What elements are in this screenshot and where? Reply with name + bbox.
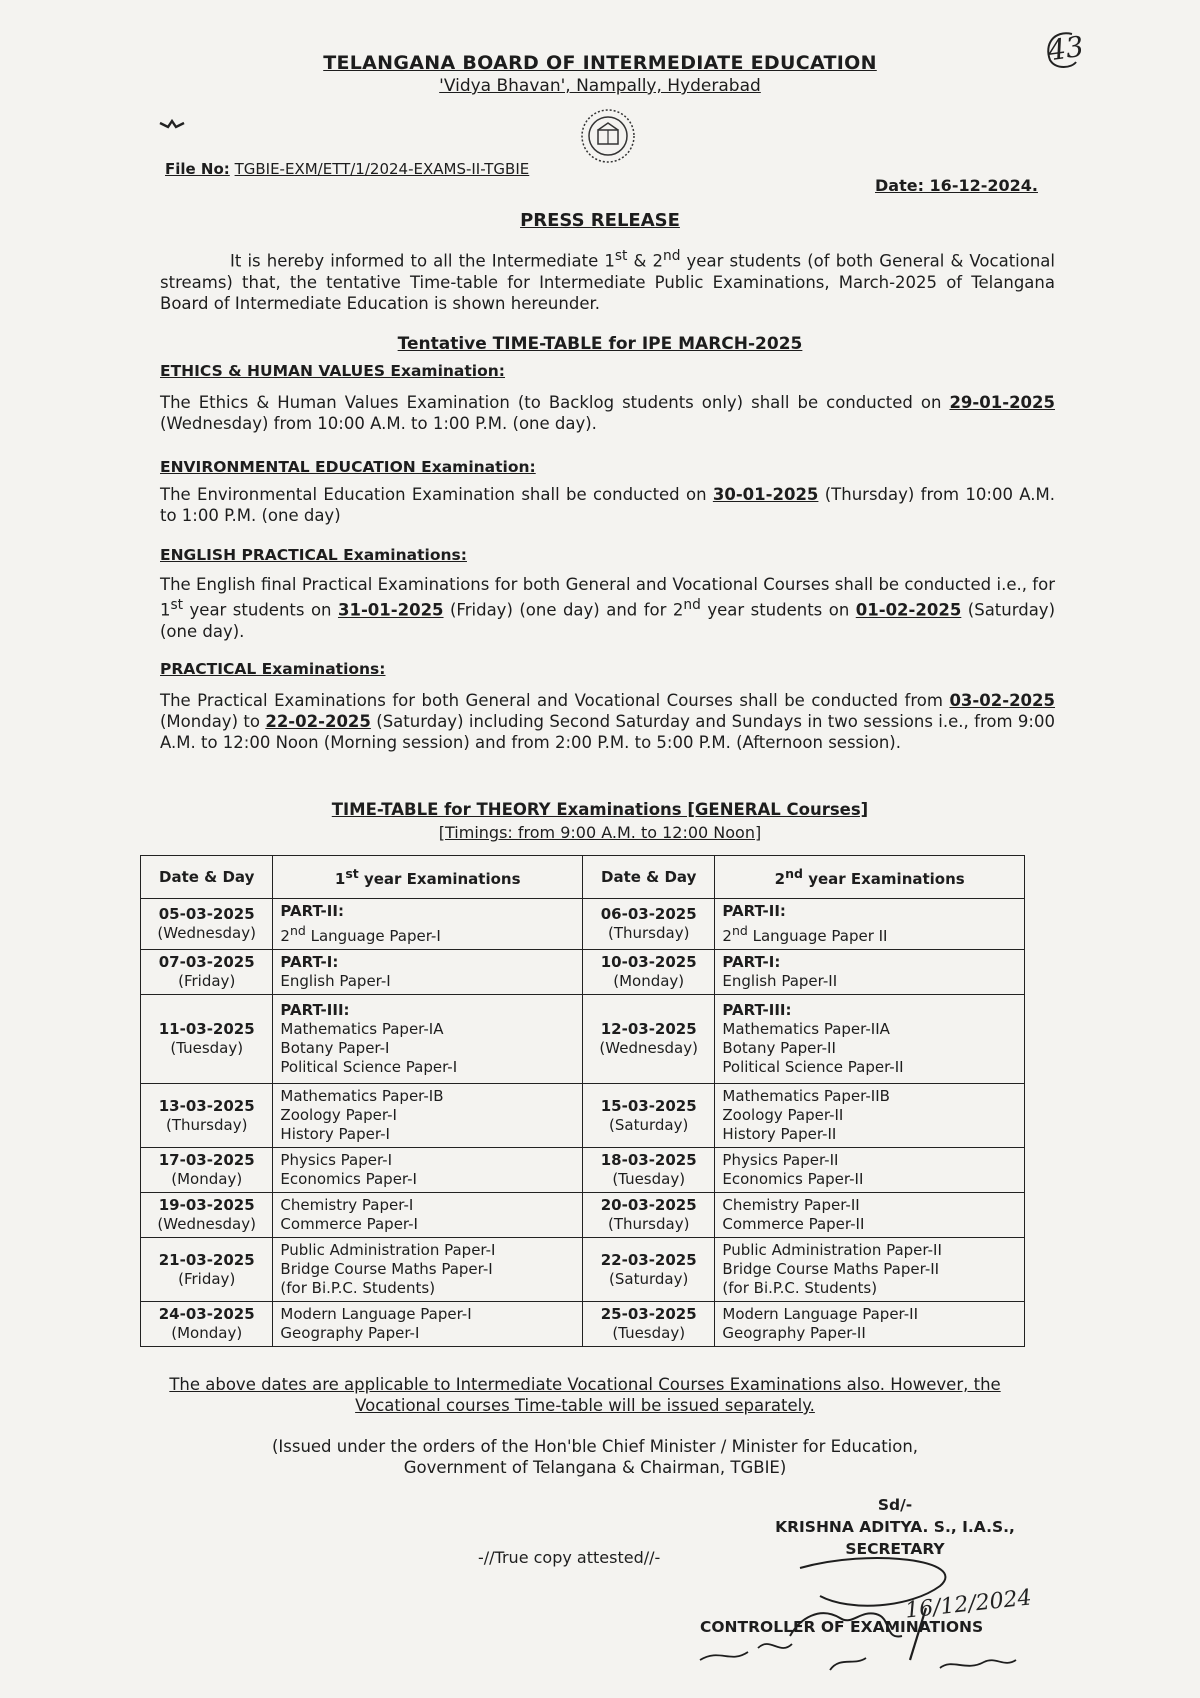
handwritten-date: 16/12/2024 <box>904 1585 1033 1624</box>
press-release-heading: PRESS RELEASE <box>520 210 680 231</box>
date-cell: 19-03-2025 (Wednesday) <box>141 1193 273 1238</box>
table-header-row <box>141 856 1025 899</box>
exam-cell: Mathematics Paper-IIB Zoology Paper-II History Paper-II <box>715 1084 1025 1148</box>
signature-sd: Sd/- <box>877 1496 913 1514</box>
date-cell: 07-03-2025 (Friday) <box>141 950 273 995</box>
table-row <box>141 1238 1025 1302</box>
file-number <box>165 160 529 178</box>
table-row <box>141 1084 1025 1148</box>
date-cell: 22-03-2025 (Saturday) <box>582 1238 714 1302</box>
environmental-heading: ENVIRONMENTAL EDUCATION Examination: <box>160 458 536 476</box>
col-date-day-2: Date & Day <box>582 856 714 899</box>
signatory-name: KRISHNA ADITYA. S., I.A.S., <box>775 1518 1015 1536</box>
ethics-heading: ETHICS & HUMAN VALUES Examination: <box>160 362 505 380</box>
date-cell: 25-03-2025 (Tuesday) <box>582 1302 714 1347</box>
signatory-title: SECRETARY <box>845 1540 945 1558</box>
exam-cell: PART-I: English Paper-II <box>715 950 1025 995</box>
date-cell: 10-03-2025 (Monday) <box>582 950 714 995</box>
theory-timetable <box>140 855 1025 1347</box>
timetable-heading: Tentative TIME-TABLE for IPE MARCH-2025 <box>397 334 803 354</box>
exam-cell: Mathematics Paper-IB Zoology Paper-I History Paper-I <box>273 1084 583 1148</box>
exam-cell: Physics Paper-II Economics Paper-II <box>715 1148 1025 1193</box>
controller-of-examinations: CONTROLLER OF EXAMINATIONS <box>700 1618 984 1636</box>
environmental-paragraph: The Environmental Education Examination shall be conducted on 30-01-2025 (Thursday) from 10:00 A.M. to 1:00 P.M. (one day) <box>160 485 1055 525</box>
exam-cell: Chemistry Paper-II Commerce Paper-II <box>715 1193 1025 1238</box>
exam-cell: PART-I: English Paper-I <box>273 950 583 995</box>
margin-mark-icon <box>158 115 188 135</box>
release-date: Date: 16-12-2024. <box>875 176 1038 195</box>
date-cell: 17-03-2025 (Monday) <box>141 1148 273 1193</box>
ethics-paragraph: The Ethics & Human Values Examination (to Backlog students only) shall be conducted on 29-01-2025 (Wednesday) from 10:00 A.M. to 1:00 P.M. (one day). <box>160 393 1055 433</box>
board-seal-icon <box>580 108 636 164</box>
col-date-day-1: Date & Day <box>141 856 273 899</box>
board-title: TELANGANA BOARD OF INTERMEDIATE EDUCATION <box>323 52 877 74</box>
file-number-value: TGBIE-EXM/ETT/1/2024-EXAMS-II-TGBIE <box>234 160 530 178</box>
practical-heading: PRACTICAL Examinations: <box>160 660 386 678</box>
exam-cell: Chemistry Paper-I Commerce Paper-I <box>273 1193 583 1238</box>
exam-cell: PART-II: 2nd Language Paper-I <box>273 899 583 950</box>
exam-cell: Public Administration Paper-I Bridge Course Maths Paper-I (for Bi.P.C. Students) <box>273 1238 583 1302</box>
table-row <box>141 995 1025 1084</box>
col-second-year: 2nd year Examinations <box>715 856 1025 899</box>
table-row <box>141 1302 1025 1347</box>
table-row <box>141 1148 1025 1193</box>
exam-cell: PART-III: Mathematics Paper-IIA Botany Paper-II Political Science Paper-II <box>715 995 1025 1084</box>
col-first-year: 1st year Examinations <box>273 856 583 899</box>
exam-cell: Modern Language Paper-II Geography Paper-II <box>715 1302 1025 1347</box>
date-cell: 18-03-2025 (Tuesday) <box>582 1148 714 1193</box>
vocational-note: The above dates are applicable to Intermediate Vocational Courses Examinations also. However, the Vocational courses Time-table will be issued separately. <box>169 1375 1001 1415</box>
date-cell: 05-03-2025 (Wednesday) <box>141 899 273 950</box>
english-practical-paragraph: The English final Practical Examinations for both General and Vocational Courses shall be conducted i.e., for 1st year students on 31-01-2025 (Friday) (one day) and for 2nd year students on 01-02-2025 (Saturday) (one day). <box>160 575 1056 641</box>
board-address: 'Vidya Bhavan', Nampally, Hyderabad <box>439 76 761 96</box>
exam-cell: PART-II: 2nd Language Paper II <box>715 899 1025 950</box>
true-copy-attested: -//True copy attested//- <box>478 1548 661 1567</box>
date-cell: 20-03-2025 (Thursday) <box>582 1193 714 1238</box>
practical-paragraph: The Practical Examinations for both General and Vocational Courses shall be conducted from 03-02-2025 (Monday) to 22-02-2025 (Saturday) including Second Saturday and Sundays in two sessions i.e., from 9:00 A.M. to 12:00 Noon (Morning session) and from 2:00 P.M. to 5:00 P.M. (Afternoon session). <box>160 691 1055 752</box>
date-cell: 12-03-2025 (Wednesday) <box>582 995 714 1084</box>
intro-paragraph: It is hereby informed to all the Intermediate 1st & 2nd year students (of both General & Vocational streams) that, the tentative Time-table for Intermediate Public Examinations, March-2025 of Telangana Board of Intermediate Education is shown hereunder. <box>160 248 1056 313</box>
exam-cell: Public Administration Paper-II Bridge Course Maths Paper-II (for Bi.P.C. Students) <box>715 1238 1025 1302</box>
date-cell: 06-03-2025 (Thursday) <box>582 899 714 950</box>
date-cell: 15-03-2025 (Saturday) <box>582 1084 714 1148</box>
date-cell: 24-03-2025 (Monday) <box>141 1302 273 1347</box>
issued-under-orders: (Issued under the orders of the Hon'ble Chief Minister / Minister for Education, Government of Telangana & Chairman, TGBIE) <box>271 1437 919 1477</box>
corner-handwritten-mark: 43 <box>1045 29 1086 68</box>
date-cell: 13-03-2025 (Thursday) <box>141 1084 273 1148</box>
theory-timings: [Timings: from 9:00 A.M. to 12:00 Noon] <box>438 823 762 842</box>
exam-cell: Physics Paper-I Economics Paper-I <box>273 1148 583 1193</box>
table-row <box>141 950 1025 995</box>
exam-cell: Modern Language Paper-I Geography Paper-I <box>273 1302 583 1347</box>
exam-cell: PART-III: Mathematics Paper-IA Botany Paper-I Political Science Paper-I <box>273 995 583 1084</box>
date-cell: 21-03-2025 (Friday) <box>141 1238 273 1302</box>
english-practical-heading: ENGLISH PRACTICAL Examinations: <box>160 546 467 564</box>
theory-heading: TIME-TABLE for THEORY Examinations [GENERAL Courses] <box>331 800 869 819</box>
table-row <box>141 899 1025 950</box>
file-number-label: File No: <box>165 160 230 178</box>
date-cell: 11-03-2025 (Tuesday) <box>141 995 273 1084</box>
table-row <box>141 1193 1025 1238</box>
